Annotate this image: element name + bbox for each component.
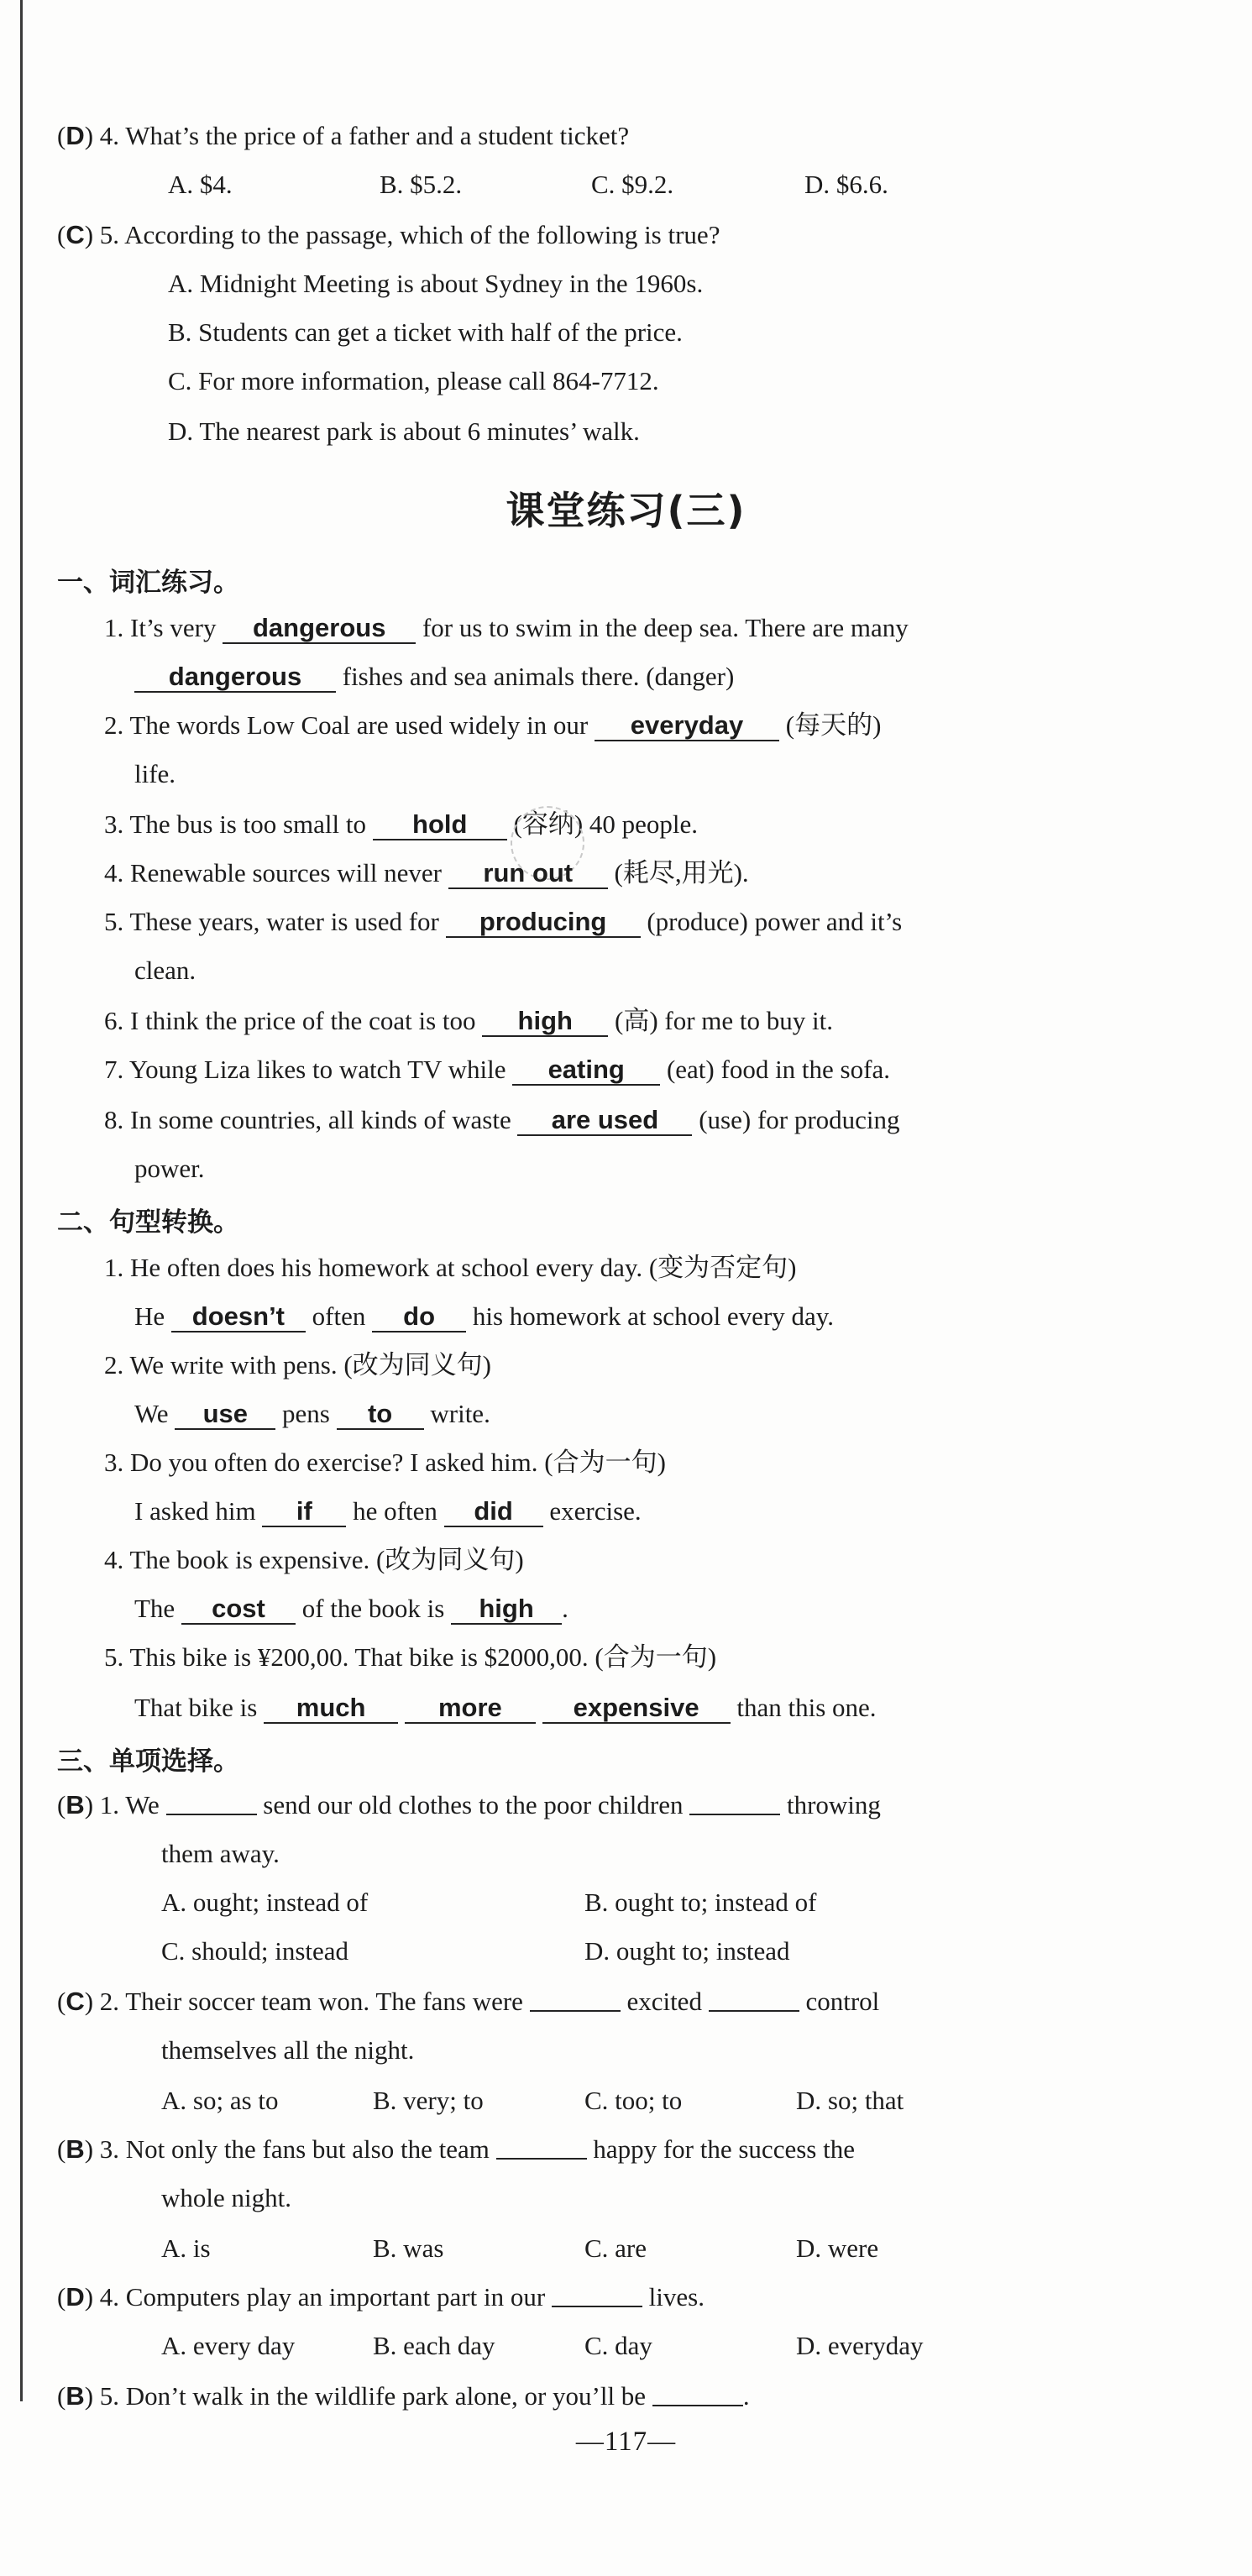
empty-blank [709, 1985, 799, 2012]
p2-q2-answer [134, 1397, 490, 1431]
p2-q3-prompt: 3. Do you often do exercise? I asked him. (合为一句) [104, 1448, 666, 1477]
p1-q4 [104, 856, 749, 890]
answer: B [65, 2381, 85, 2411]
top-q5-option-d: D. The nearest park is about 6 minutes’ walk. [168, 416, 640, 446]
p3-q3-line2: whole night. [161, 2183, 291, 2212]
text: (use) for producing [699, 1105, 900, 1134]
empty-blank [689, 1788, 780, 1815]
p3-q4-option-d: D. everyday [796, 2331, 924, 2360]
p3-q4-option-c: C. day [584, 2331, 652, 2360]
question-text: 4. What’s the price of a father and a student ticket? [99, 121, 630, 150]
text: 2. Their soccer team won. The fans were [99, 1987, 523, 2016]
top-q4: (D) 4. What’s the price of a father and a student ticket? [57, 121, 630, 150]
text: 2. The words Low Coal are used widely in our [104, 710, 589, 740]
text: 3. The bus is too small to [104, 809, 367, 839]
answer-blank: producing [446, 908, 641, 938]
text: (容纳) 40 people. [513, 809, 699, 839]
p3-q1-option-a: A. ought; instead of [161, 1887, 369, 1917]
top-q5: (C) 5. According to the passage, which of the following is true? [57, 220, 720, 249]
p1-q2-line1 [104, 709, 881, 742]
top-q4-option-a: A. $4. [168, 170, 233, 199]
text: That bike is [134, 1693, 258, 1722]
answer-blank: high [451, 1594, 562, 1625]
p3-q3-line1: (B) 3. Not only the fans but also the team happy for the success the [57, 2134, 855, 2164]
answer: D [65, 121, 85, 150]
top-q4-option-b: B. $5.2. [380, 170, 463, 199]
empty-blank [166, 1788, 257, 1815]
text: 6. I think the price of the coat is too [104, 1006, 476, 1035]
p3-q2-line1: (C) 2. Their soccer team won. The fans were excited control [57, 1987, 880, 2016]
p3-q2-line2: themselves all the night. [161, 2035, 415, 2065]
answer-blank: dangerous [223, 614, 416, 644]
top-q5-option-c: C. For more information, please call 864-7712. [168, 366, 659, 395]
page-number: —117— [575, 2427, 677, 2457]
text: We [134, 1399, 169, 1428]
margin-rule [20, 0, 23, 2401]
p3-q3-option-d: D. were [796, 2233, 879, 2263]
p2-q5-answer [134, 1691, 877, 1725]
text: (produce) power and it’s [647, 907, 903, 936]
answer-blank: cost [181, 1594, 296, 1625]
p3-q5-line1: (B) 5. Don’t walk in the wildlife park alone, or you’ll be . [57, 2381, 750, 2411]
p3-q3-option-b: B. was [373, 2233, 444, 2263]
text: fishes and sea animals there. (danger) [342, 662, 735, 691]
text: . [742, 2381, 750, 2411]
p1-q3 [104, 808, 698, 841]
text: 5. These years, water is used for [104, 907, 439, 936]
text: often [312, 1301, 366, 1331]
text: . [562, 1594, 568, 1623]
p1-q5-line1 [104, 905, 902, 939]
text: control [805, 1987, 880, 2016]
question-text: 5. According to the passage, which of the following is true? [99, 220, 720, 249]
p3-q2-option-a: A. so; as to [161, 2086, 279, 2115]
text: his homework at school every day. [472, 1301, 835, 1331]
p1-q8-line2: power. [134, 1154, 205, 1183]
answer-blank: did [444, 1497, 543, 1527]
text: happy for the success the [593, 2134, 855, 2164]
text: write. [430, 1399, 490, 1428]
p3-q4-line1: (D) 4. Computers play an important part in our lives. [57, 2282, 705, 2312]
p3-q2-option-d: D. so; that [796, 2086, 904, 2115]
text: (每天的) [785, 710, 882, 740]
answer-blank: everyday [595, 711, 779, 741]
p1-q8-line1 [104, 1103, 900, 1137]
p3-q4-option-a: A. every day [161, 2331, 296, 2360]
answer-blank: are used [517, 1106, 692, 1136]
answer-blank: dangerous [134, 662, 336, 693]
text: send our old clothes to the poor children [263, 1790, 684, 1819]
p3-q2-option-b: B. very; to [373, 2086, 484, 2115]
answer-blank: expensive [542, 1694, 731, 1724]
p3-q3-option-c: C. are [584, 2233, 647, 2263]
text: (耗尽,用光). [614, 858, 749, 887]
p1-q1-line1 [104, 611, 909, 645]
answer-blank: hold [373, 810, 507, 840]
p1-q5-line2: clean. [134, 956, 196, 985]
p1-q6 [104, 1004, 833, 1038]
p3-q4-option-b: B. each day [373, 2331, 495, 2360]
p1-q7 [104, 1053, 890, 1086]
part3-heading: 三、单项选择。 [57, 1746, 239, 1777]
p3-q1-line1: (B) 1. We send our old clothes to the poor children throwing [57, 1790, 881, 1819]
answer-blank: run out [448, 859, 608, 889]
text: 5. Don’t walk in the wildlife park alone, or you’ll be [99, 2381, 647, 2411]
text: He [134, 1301, 165, 1331]
text: 4. Renewable sources will never [104, 858, 443, 887]
p2-q4-prompt: 4. The book is expensive. (改为同义句) [104, 1545, 524, 1574]
text: pens [282, 1399, 330, 1428]
text: 3. Not only the fans but also the team [99, 2134, 490, 2164]
answer-blank: if [262, 1497, 346, 1527]
text: lives. [648, 2282, 705, 2312]
top-q5-option-a: A. Midnight Meeting is about Sydney in the 1960s. [168, 269, 704, 298]
answer-blank: much [264, 1694, 398, 1724]
empty-blank [552, 2280, 642, 2307]
text: than this one. [736, 1693, 877, 1722]
part2-heading: 二、句型转换。 [57, 1207, 239, 1238]
top-q4-option-d: D. $6.6. [804, 170, 888, 199]
text: of the book is [301, 1594, 445, 1623]
text: The [134, 1594, 175, 1623]
empty-blank [496, 2133, 587, 2160]
answer-blank: to [337, 1400, 424, 1430]
answer: C [65, 1987, 85, 2016]
text: I asked him [134, 1496, 256, 1526]
answer: B [65, 1790, 85, 1819]
answer-blank: more [405, 1694, 536, 1724]
p3-q2-option-c: C. too; to [584, 2086, 683, 2115]
p3-q1-option-b: B. ought to; instead of [584, 1887, 817, 1917]
answer-blank: do [372, 1302, 466, 1333]
p2-q3-answer [134, 1495, 642, 1528]
text: 8. In some countries, all kinds of waste [104, 1105, 511, 1134]
text: for us to swim in the deep sea. There are many [422, 613, 909, 642]
text: excited [626, 1987, 702, 2016]
answer: B [65, 2134, 85, 2164]
text: he often [353, 1496, 437, 1526]
answer: D [65, 2282, 85, 2312]
p3-q1-option-c: C. should; instead [161, 1936, 349, 1966]
text: 7. Young Liza likes to watch TV while [104, 1055, 506, 1084]
answer: C [65, 220, 85, 249]
text: 4. Computers play an important part in our [99, 2282, 546, 2312]
answer-blank: use [175, 1400, 275, 1430]
top-q5-option-b: B. Students can get a ticket with half of the price. [168, 317, 683, 347]
p1-q2-line2: life. [134, 759, 176, 788]
answer-blank: eating [512, 1055, 660, 1086]
answer-blank: doesn’t [171, 1302, 306, 1333]
p2-q4-answer [134, 1592, 568, 1626]
empty-blank [652, 2380, 743, 2406]
p2-q2-prompt: 2. We write with pens. (改为同义句) [104, 1350, 492, 1380]
top-q4-option-c: C. $9.2. [591, 170, 674, 199]
text: (eat) food in the sofa. [666, 1055, 890, 1084]
empty-blank [530, 1985, 621, 2012]
p1-q1-line2 [134, 660, 734, 694]
answer-blank: high [482, 1007, 608, 1037]
p3-q3-option-a: A. is [161, 2233, 211, 2263]
p2-q1-prompt: 1. He often does his homework at school every day. (变为否定句) [104, 1253, 797, 1282]
text: throwing [786, 1790, 881, 1819]
text: (高) for me to buy it. [615, 1006, 834, 1035]
text: 1. It’s very [104, 613, 217, 642]
p3-q1-option-d: D. ought to; instead [584, 1936, 790, 1966]
p3-q1-line2: them away. [161, 1839, 280, 1868]
text: 1. We [99, 1790, 160, 1819]
part1-heading: 一、词汇练习。 [57, 568, 239, 598]
p2-q5-prompt: 5. This bike is ¥200,00. That bike is $2000,00. (合为一句) [104, 1642, 717, 1672]
p2-q1-answer [134, 1300, 834, 1333]
text: exercise. [549, 1496, 642, 1526]
page-title: 课堂练习(三) [506, 488, 746, 533]
